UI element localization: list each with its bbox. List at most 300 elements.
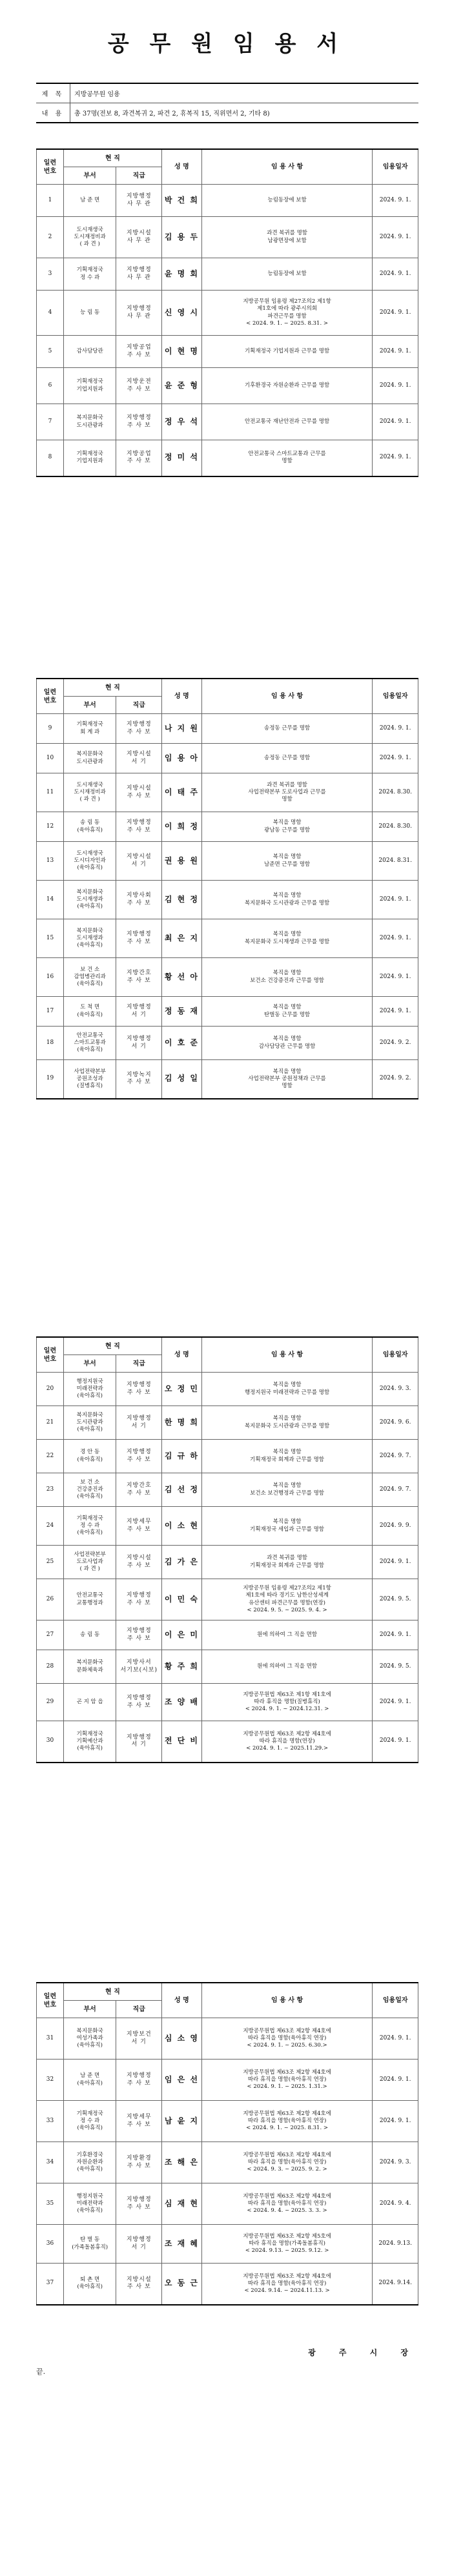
employee-name: 김 선 정: [162, 1473, 202, 1507]
appointment-matter-line: 지방공무원법 제63조 제2항 제4호에: [243, 2027, 331, 2034]
appointment-matter-line: 남준면 근무를 명함: [264, 861, 311, 868]
table-row: [37, 1684, 418, 1721]
current-grade: 지방행정 주 사 보: [116, 404, 162, 440]
current-grade: 지방행정 주 사 보: [116, 2060, 162, 2101]
col-header-grade: 직급: [116, 697, 162, 714]
row-number: 7: [37, 404, 64, 440]
employee-name: 이 소 현: [162, 1507, 202, 1546]
col-header-matter: 임 용 사 항: [201, 149, 373, 185]
current-grade: 지방행정 주 사 보: [116, 919, 162, 958]
row-number: 29: [37, 1684, 64, 1721]
table-row: [37, 2101, 418, 2142]
appointment-date: 2024. 9. 4.: [373, 2183, 418, 2225]
table-row: [37, 404, 418, 440]
current-department: 기획재정국 정 수 과: [63, 258, 116, 291]
col-header-current: 현 직: [63, 1337, 161, 1355]
current-grade: 지방시설 주 사 보: [116, 2264, 162, 2305]
end-mark: 끝.: [36, 2367, 46, 2376]
appointment-matter: [201, 1579, 373, 1620]
current-department: 탄 벌 동 (가족돌봄휴직): [63, 2225, 116, 2264]
current-grade: 지방행정 주 사 보: [116, 1620, 162, 1650]
current-department: 능 림 동: [63, 291, 116, 336]
appointment-date: 2024. 9. 1.: [373, 744, 418, 773]
appointment-page-3: [36, 1336, 418, 1763]
current-department: 보 건 소 건강증진과 (육아휴직): [63, 1473, 116, 1507]
employee-name: 윤 준 형: [162, 368, 202, 404]
current-department: 복지문화국 도시관광과: [63, 744, 116, 773]
appointment-matter: [201, 812, 373, 842]
appointment-matter: [201, 1060, 373, 1099]
employee-name: 이 호 준: [162, 1027, 202, 1060]
col-header-current: 현 직: [63, 1983, 161, 2001]
current-department: 행정지원국 미래전략과 (육아휴직): [63, 1373, 116, 1406]
appointment-matter-line: 원에 의하여 그 직을 면함: [257, 1631, 318, 1638]
appointment-matter: [201, 1546, 373, 1579]
current-department: 곤 지 암 읍: [63, 1684, 116, 1721]
table-row: [37, 258, 418, 291]
table-row: [37, 1406, 418, 1440]
appointment-matter-line: 감사담당관 근무를 명함: [258, 1043, 316, 1050]
appointment-matter-line: 따라 휴직을 명함(육아휴직 연장): [247, 2076, 327, 2083]
table-row: [37, 881, 418, 919]
col-header-dept: 부서: [63, 167, 116, 185]
table-row: [37, 2142, 418, 2183]
appointment-matter-line: 따라 휴직을 명함(질병휴직): [254, 1698, 320, 1705]
appointment-date: 2024. 9. 3.: [373, 2142, 418, 2183]
current-department: 기획재정국 정 수 과 (육아휴직): [63, 2101, 116, 2142]
col-header-matter: 임 용 사 항: [201, 1983, 373, 2018]
col-header-grade: 직급: [116, 1355, 162, 1373]
appointment-matter: [201, 258, 373, 291]
table-row: [37, 2225, 418, 2264]
appointment-date: 2024. 9. 7.: [373, 1473, 418, 1507]
appointment-table: [36, 1982, 418, 2305]
row-number: 21: [37, 1406, 64, 1440]
table-row: [37, 336, 418, 368]
employee-name: 조 재 혜: [162, 2225, 202, 2264]
appointment-matter: [201, 744, 373, 773]
employee-name: 심 재 현: [162, 2183, 202, 2225]
appointment-matter: [201, 217, 373, 258]
appointment-matter-line: 복직을 명함: [272, 1382, 302, 1389]
appointment-table: [36, 678, 418, 1099]
current-grade: 지방운전 주 사 보: [116, 368, 162, 404]
employee-name: 임 용 아: [162, 744, 202, 773]
appointment-date: 2024. 9. 1.: [373, 1721, 418, 1763]
col-header-date: 임용일자: [373, 149, 418, 185]
appointment-page-4: [36, 1982, 418, 2305]
employee-name: 박 건 희: [162, 185, 202, 217]
current-department: 도시재생국 도시디자인과 (육아휴직): [63, 842, 116, 881]
appointment-matter: [201, 1373, 373, 1406]
appointment-matter-line: 지방공무원법 제63조 제2항 제4호에: [243, 2151, 331, 2158]
appointment-date: 2024. 8.30.: [373, 773, 418, 812]
table-row: [37, 1579, 418, 1620]
appointment-matter: [201, 1406, 373, 1440]
current-grade: 지방행정 주 사 보: [116, 1579, 162, 1620]
appointment-matter-line: 복직을 명함: [272, 1004, 302, 1011]
row-number: 18: [37, 1027, 64, 1060]
employee-name: 이 태 주: [162, 773, 202, 812]
current-department: 안전교통국 스마트교통과 (육아휴직): [63, 1027, 116, 1060]
appointment-matter-line: 지방공무원법 제63조 제2항 제4호에: [243, 2110, 331, 2117]
appointment-matter-line: < 2024. 9.13. ~ 2025. 9.12. >: [245, 2247, 329, 2254]
current-grade: 지방환경 주 사 보: [116, 2142, 162, 2183]
current-department: 도 척 면 (육아휴직): [63, 997, 116, 1027]
table-row: [37, 2264, 418, 2305]
table-row: [37, 1027, 418, 1060]
appointment-matter-line: 기후환경국 자원순환과 근무를 명함: [244, 382, 330, 389]
appointment-matter-line: 능림동장에 보함: [267, 270, 307, 277]
table-row: [37, 1507, 418, 1546]
appointment-date: 2024. 9. 5.: [373, 1650, 418, 1684]
appointment-matter-line: 복직을 명함: [272, 1482, 302, 1489]
current-department: 사업전략본부 도로사업과 ( 과 견 ): [63, 1546, 116, 1579]
employee-name: 남 윤 지: [162, 2101, 202, 2142]
appointment-matter-line: 복지문화국 도시관광과 근무를 명함: [244, 1422, 330, 1429]
appointment-matter-line: 제1호에 따라 경기도 남한산성세계: [245, 1592, 329, 1599]
appointment-matter: [201, 336, 373, 368]
appointment-date: 2024. 9. 1.: [373, 881, 418, 919]
appointment-matter: [201, 1620, 373, 1650]
appointment-matter-line: 보건소 보건행정과 근무를 명함: [250, 1489, 324, 1497]
subject-label: 제 목: [36, 83, 70, 103]
appointment-matter-line: 안전교통국 스마트교통과 근무를: [248, 451, 326, 458]
appointment-matter-line: 복직을 명함: [272, 854, 302, 861]
content-label: 내 용: [36, 103, 70, 123]
current-grade: 지방세무 주 사 보: [116, 1507, 162, 1546]
appointment-matter: [201, 404, 373, 440]
current-grade: 지방보건 서 기: [116, 2018, 162, 2060]
current-department: 기획재정국 정 수 과 (육아휴직): [63, 1507, 116, 1546]
appointment-date: 2024. 9.14.: [373, 2264, 418, 2305]
employee-name: 오 동 근: [162, 2264, 202, 2305]
appointment-date: 2024. 9. 1.: [373, 919, 418, 958]
col-header-name: 성 명: [162, 149, 202, 185]
employee-name: 최 은 지: [162, 919, 202, 958]
appointment-matter-line: 명함: [282, 796, 293, 803]
row-number: 14: [37, 881, 64, 919]
col-header-name: 성 명: [162, 679, 202, 714]
appointment-matter-line: 지방공무원법 제63조 제1항 제1호에: [243, 1691, 331, 1698]
appointment-date: 2024. 9. 1.: [373, 997, 418, 1027]
appointment-matter-line: 따라 휴직을 명함(육아휴직 연장): [247, 2158, 327, 2165]
employee-name: 김 성 일: [162, 1060, 202, 1099]
appointment-date: 2024. 9. 1.: [373, 440, 418, 476]
appointment-matter-line: 제1호에 따라 광주시의회: [257, 305, 318, 312]
employee-name: 조 양 배: [162, 1684, 202, 1721]
appointment-date: 2024. 9. 1.: [373, 404, 418, 440]
col-header-current: 현 직: [63, 679, 161, 697]
table-row: [37, 185, 418, 217]
subject-value: 지방공무원 임용: [70, 83, 419, 103]
employee-name: 이 희 정: [162, 812, 202, 842]
appointment-matter: [201, 291, 373, 336]
appointment-matter-line: < 2024. 9. 1. ~ 2024.12.31. >: [245, 1706, 329, 1713]
appointment-matter: [201, 714, 373, 744]
table-row: [37, 1473, 418, 1507]
appointment-date: 2024. 9. 1.: [373, 958, 418, 997]
appointment-matter-line: 기획재정국 세입과 근무를 명함: [250, 1526, 324, 1533]
appointment-date: 2024. 9. 1.: [373, 1620, 418, 1650]
appointment-matter-line: 복직을 명함: [272, 1068, 302, 1075]
table-row: [37, 2018, 418, 2060]
appointment-matter: [201, 440, 373, 476]
appointment-matter-line: 지방공무원법 제63조 제2항 제5호에: [243, 2233, 331, 2240]
appointment-matter-line: < 2024. 9. 4. ~ 2025. 3. 3. >: [247, 2207, 327, 2214]
current-department: 도시재생국 도시재정비과 ( 과 견 ): [63, 217, 116, 258]
current-grade: 지방간호 주 사 보: [116, 1473, 162, 1507]
col-header-dept: 부서: [63, 2001, 116, 2018]
employee-name: 권 용 원: [162, 842, 202, 881]
current-grade: 지방시설 주 사 보: [116, 1546, 162, 1579]
employee-name: 황 선 아: [162, 958, 202, 997]
table-row: [37, 812, 418, 842]
table-row: [37, 744, 418, 773]
current-grade: 지방세무 주 사 보: [116, 2101, 162, 2142]
appointment-matter-line: 지방공무원 임용령 제27조의2 제1항: [243, 1585, 331, 1592]
employee-name: 전 단 비: [162, 1721, 202, 1763]
appointment-matter-line: 파견근무를 명함: [267, 312, 307, 320]
employee-name: 임 은 선: [162, 2060, 202, 2101]
appointment-matter-line: 복직을 명함: [272, 1036, 302, 1043]
appointment-matter-line: < 2024. 9. 1. ~ 2025. 1.31.>: [247, 2083, 327, 2090]
current-grade: 지방사회 주 사 보: [116, 881, 162, 919]
current-department: 복지문화국 도시재생과 (육아휴직): [63, 919, 116, 958]
appointment-date: 2024. 9. 1.: [373, 1546, 418, 1579]
appointment-matter: [201, 2018, 373, 2060]
current-grade: 지방행정 주 사 보: [116, 2183, 162, 2225]
table-row: [37, 2060, 418, 2101]
row-number: 27: [37, 1620, 64, 1650]
col-header-dept: 부서: [63, 1355, 116, 1373]
col-header-date: 임용일자: [373, 679, 418, 714]
table-row: [37, 1373, 418, 1406]
col-header-no: 일련 번호: [37, 1983, 64, 2018]
current-grade: 지방녹지 주 사 보: [116, 1060, 162, 1099]
appointment-date: 2024. 9. 1.: [373, 336, 418, 368]
appointment-date: 2024. 9.13.: [373, 2225, 418, 2264]
row-number: 6: [37, 368, 64, 404]
appointment-date: 2024. 9. 7.: [373, 1440, 418, 1473]
appointment-matter: [201, 2101, 373, 2142]
col-header-date: 임용일자: [373, 1337, 418, 1373]
appointment-page-2: [36, 678, 418, 1099]
row-number: 24: [37, 1507, 64, 1546]
appointment-matter: [201, 1473, 373, 1507]
employee-name: 윤 명 회: [162, 258, 202, 291]
appointment-matter-line: 사업전략본부 공원정책과 근무를: [248, 1075, 326, 1082]
row-number: 35: [37, 2183, 64, 2225]
appointment-date: 2024. 9. 1.: [373, 2060, 418, 2101]
current-grade: 지방공업 주 사 보: [116, 440, 162, 476]
appointment-matter-line: 과견 복귀를 명함: [267, 230, 308, 237]
row-number: 9: [37, 714, 64, 744]
current-grade: 지방행정 서 기: [116, 1027, 162, 1060]
table-row: [37, 997, 418, 1027]
appointment-matter-line: 보건소 건강증진과 근무를 명함: [250, 977, 324, 984]
appointment-matter-line: 원에 의하여 그 직을 면함: [257, 1662, 318, 1670]
appointment-date: 2024. 9. 1.: [373, 2018, 418, 2060]
appointment-matter: [201, 2183, 373, 2225]
current-department: 복지문화국 도시관광과: [63, 404, 116, 440]
current-department: 경 안 동 (육아휴직): [63, 1440, 116, 1473]
appointment-matter-line: 지방공무원법 제63조 제2항 제4호에: [243, 1730, 331, 1737]
current-department: 기획재정국 기획예산과 (육아휴직): [63, 1721, 116, 1763]
employee-name: 심 소 영: [162, 2018, 202, 2060]
row-number: 10: [37, 744, 64, 773]
appointment-matter-line: 남광면장에 보함: [267, 237, 307, 244]
current-department: 복지문화국 도시재생과 (육아휴직): [63, 881, 116, 919]
employee-name: 황 주 희: [162, 1650, 202, 1684]
col-header-no: 일련 번호: [37, 149, 64, 185]
row-number: 37: [37, 2264, 64, 2305]
appointment-matter-line: 지방공무원법 제63조 제2항 제4호에: [243, 2193, 331, 2200]
row-number: 1: [37, 185, 64, 217]
employee-name: 김 현 정: [162, 881, 202, 919]
content-value: 총 37명(전보 8, 과견복귀 2, 파견 2, 휴복직 15, 직위면서 2, 기타 8): [70, 103, 419, 123]
current-department: 송 림 동 (육아휴직): [63, 812, 116, 842]
table-row: [37, 1650, 418, 1684]
current-grade: 지방간호 주 사 보: [116, 958, 162, 997]
appointment-matter-line: 기획재정국 기업지원과 근무를 명함: [244, 347, 330, 354]
appointment-date: 2024. 9. 9.: [373, 1507, 418, 1546]
table-row: [37, 773, 418, 812]
employee-name: 오 정 민: [162, 1373, 202, 1406]
current-grade: 지방시설 사 무 관: [116, 217, 162, 258]
row-number: 34: [37, 2142, 64, 2183]
row-number: 16: [37, 958, 64, 997]
table-row: [37, 1721, 418, 1763]
row-number: 13: [37, 842, 64, 881]
appointment-matter-line: 기획재정국 회계과 근무를 명함: [250, 1562, 324, 1569]
appointment-matter: [201, 997, 373, 1027]
col-header-dept: 부서: [63, 697, 116, 714]
current-department: 퇴 촌 면 (육아휴직): [63, 2264, 116, 2305]
appointment-matter: [201, 2060, 373, 2101]
appointment-matter-line: 광남동 근무를 명함: [264, 826, 311, 833]
appointment-matter-line: 명함: [282, 1082, 293, 1089]
row-number: 25: [37, 1546, 64, 1579]
table-row: [37, 1440, 418, 1473]
row-number: 17: [37, 997, 64, 1027]
current-department: 송 림 동: [63, 1620, 116, 1650]
current-department: 보 건 소 감염병관리과 (육아휴직): [63, 958, 116, 997]
table-row: [37, 291, 418, 336]
appointment-matter-line: < 2024. 9. 1. ~ 2025.11.29.>: [246, 1744, 328, 1752]
appointment-date: 2024. 9. 5.: [373, 1579, 418, 1620]
appointment-date: 2024. 9. 1.: [373, 1684, 418, 1721]
appointment-matter-line: 안전교통국 재난안전과 근무를 명함: [244, 418, 330, 425]
current-department: 기후환경국 자원순환과 (육아휴직): [63, 2142, 116, 2183]
appointment-matter-line: 복직을 명함: [272, 819, 302, 826]
current-grade: 지방행정 사 무 관: [116, 258, 162, 291]
employee-name: 이 민 숙: [162, 1579, 202, 1620]
row-number: 28: [37, 1650, 64, 1684]
col-header-date: 임용일자: [373, 1983, 418, 2018]
row-number: 4: [37, 291, 64, 336]
appointment-date: 2024. 9. 1.: [373, 258, 418, 291]
appointment-matter-line: < 2024. 9. 1. ~ 2025. 6.30.>: [247, 2042, 327, 2049]
current-grade: 지방행정 사 무 관: [116, 185, 162, 217]
signature: 광 주 시 장: [308, 2348, 418, 2357]
appointment-matter-line: < 2024. 9.14. ~ 2024.11.13. >: [244, 2287, 330, 2294]
appointment-matter-line: 송정동 근무를 명함: [264, 724, 311, 731]
appointment-matter-line: 복지문화국 도시재생과 근무를 명함: [244, 938, 330, 945]
current-department: 행정지원국 미래전략과 (육아휴직): [63, 2183, 116, 2225]
appointment-date: 2024. 9. 3.: [373, 1373, 418, 1406]
appointment-matter-line: < 2024. 9. 5. ~ 2025. 9. 4. >: [247, 1606, 327, 1613]
col-header-name: 성 명: [162, 1337, 202, 1373]
current-grade: 지방시설 서 기: [116, 744, 162, 773]
appointment-date: 2024. 9. 1.: [373, 2101, 418, 2142]
current-grade: 지방행정 서 기: [116, 1406, 162, 1440]
col-header-grade: 직급: [116, 2001, 162, 2018]
appointment-matter: [201, 773, 373, 812]
appointment-matter: [201, 1440, 373, 1473]
appointment-matter: [201, 368, 373, 404]
table-row: [37, 217, 418, 258]
employee-name: 이 현 명: [162, 336, 202, 368]
appointment-matter-line: 과견 복귀를 명함: [267, 781, 308, 788]
appointment-matter-line: 복직을 명함: [272, 1449, 302, 1456]
appointment-matter: [201, 881, 373, 919]
row-number: 36: [37, 2225, 64, 2264]
appointment-matter-line: 따라 휴직을 명함(연장): [259, 1737, 315, 1744]
appointment-date: 2024. 9. 1.: [373, 714, 418, 744]
row-number: 20: [37, 1373, 64, 1406]
appointment-matter-line: < 2024. 9. 1. ~ 2025. 8.31. >: [246, 320, 328, 327]
appointment-matter-line: 지방공무원법 제63조 제2항 제4호에: [243, 2069, 331, 2076]
appointment-matter-line: < 2024. 9. 1. ~ 2025. 8.31. >: [246, 2125, 328, 2132]
current-department: 복지문화국 도시관광과 (육아휴직): [63, 1406, 116, 1440]
col-header-name: 성 명: [162, 1983, 202, 2018]
col-header-matter: 임 용 사 항: [201, 1337, 373, 1373]
appointment-matter: [201, 2225, 373, 2264]
appointment-matter-line: 탄벌동 근무를 명함: [264, 1011, 311, 1018]
table-row: [37, 958, 418, 997]
appointment-matter-line: 지방공무원 임용령 제27조의2 제1항: [243, 298, 331, 305]
current-grade: 지방행정 사 무 관: [116, 291, 162, 336]
row-number: 22: [37, 1440, 64, 1473]
row-number: 3: [37, 258, 64, 291]
appointment-date: 2024. 9. 1.: [373, 291, 418, 336]
table-row: [37, 919, 418, 958]
current-department: 복지문화국 여성가족과 (육아휴직): [63, 2018, 116, 2060]
current-grade: 지방공업 주 사 보: [116, 336, 162, 368]
appointment-matter-line: 송정동 근무를 명함: [264, 754, 311, 761]
appointment-matter: [201, 1684, 373, 1721]
current-grade: 지방행정 주 사 보: [116, 714, 162, 744]
row-number: 32: [37, 2060, 64, 2101]
row-number: 15: [37, 919, 64, 958]
row-number: 23: [37, 1473, 64, 1507]
employee-name: 김 용 두: [162, 217, 202, 258]
appointment-matter: [201, 185, 373, 217]
appointment-matter-line: 명함: [282, 458, 293, 465]
current-department: 도시재생국 도시재정비과 ( 과 견 ): [63, 773, 116, 812]
table-row: [37, 1620, 418, 1650]
current-grade: 지방행정 주 사 보: [116, 1440, 162, 1473]
appointment-matter: [201, 2264, 373, 2305]
table-row: [37, 842, 418, 881]
appointment-date: 2024. 8.31.: [373, 842, 418, 881]
current-grade: 지방행정 주 사 보: [116, 1373, 162, 1406]
appointment-page-1: [36, 148, 418, 477]
row-number: 11: [37, 773, 64, 812]
document-title: 공 무 원 임 용 서: [107, 31, 345, 57]
current-department: 기획재정국 기업지원과: [63, 440, 116, 476]
